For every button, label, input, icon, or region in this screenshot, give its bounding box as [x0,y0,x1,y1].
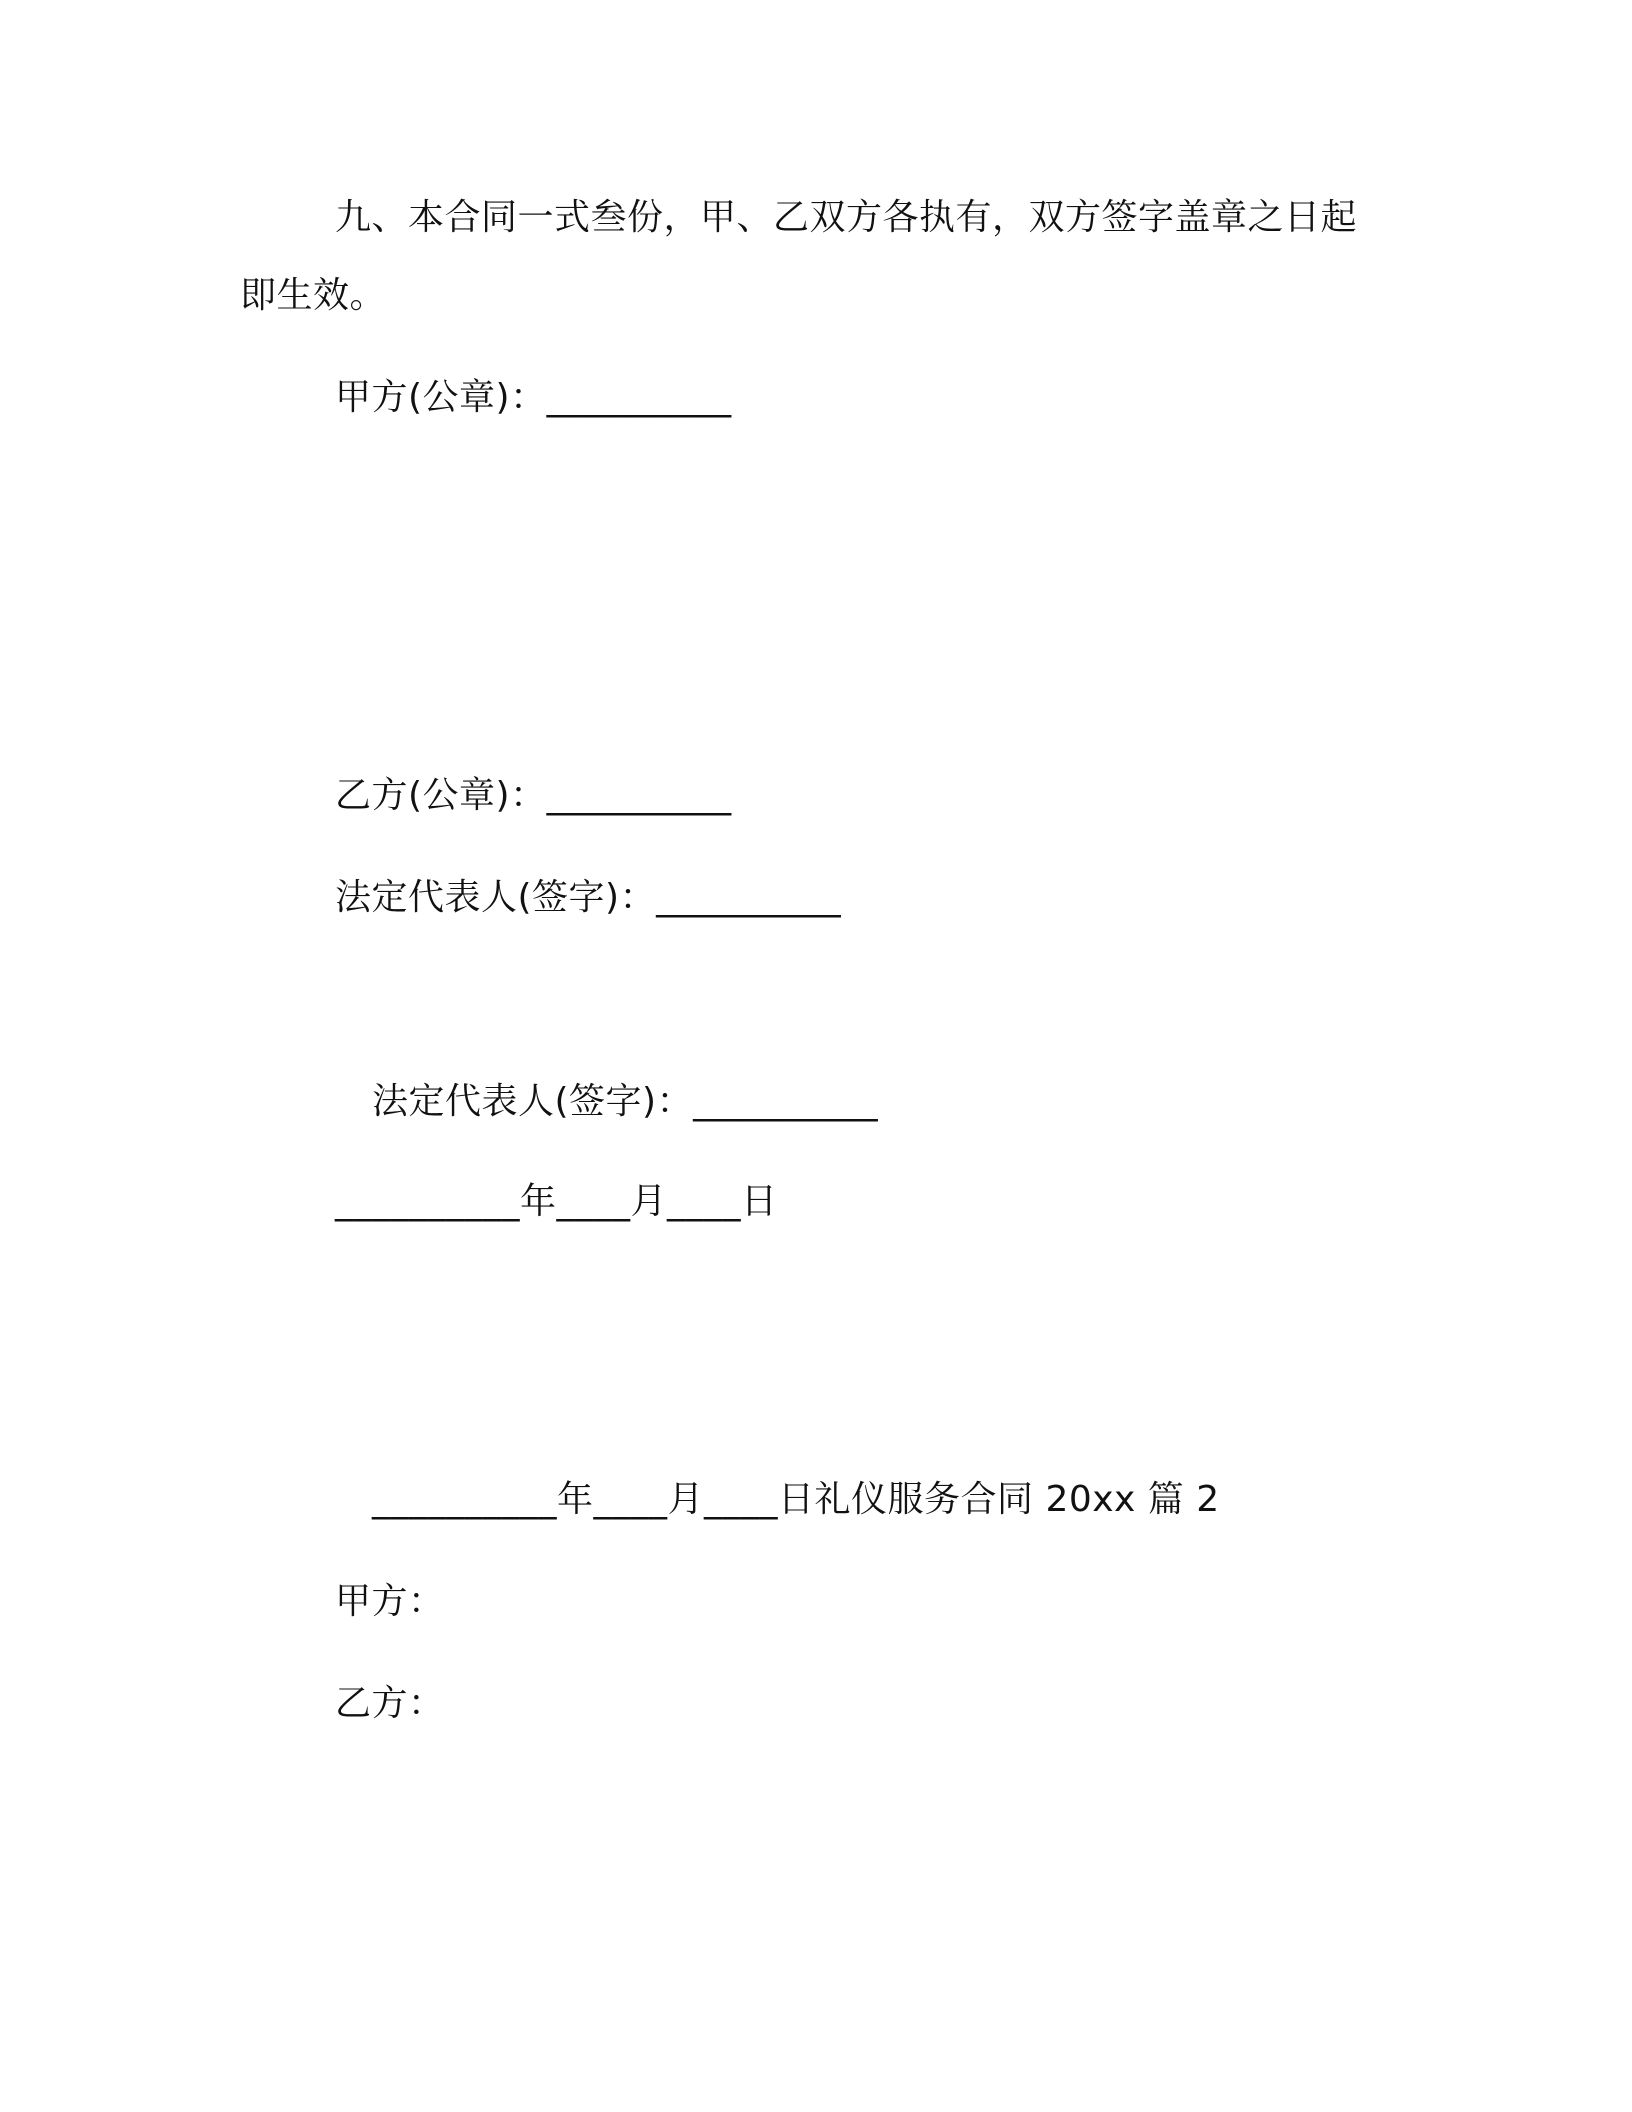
contract-title: __________年____月____日礼仪服务合同 20xx 篇 2 [372,1479,1220,1520]
party-b-label: 乙方： [335,1683,445,1724]
party-a-label: 甲方： [335,1581,445,1622]
party-b-seal-field: 乙方(公章)：__________ [335,775,732,816]
legal-representative-signature-field-2: 法定代表人(签字)：__________ [372,1081,879,1122]
legal-representative-signature-field: 法定代表人(签字)：__________ [335,877,842,918]
party-a-seal-field: 甲方(公章)：__________ [335,377,732,418]
clause-9-text-continued: 即生效。 [240,275,387,316]
clause-9-text: 九、本合同一式叁份，甲、乙双方各执有，双方签字盖章之日起 [335,197,1358,238]
date-field: __________年____月____日 [335,1181,778,1222]
